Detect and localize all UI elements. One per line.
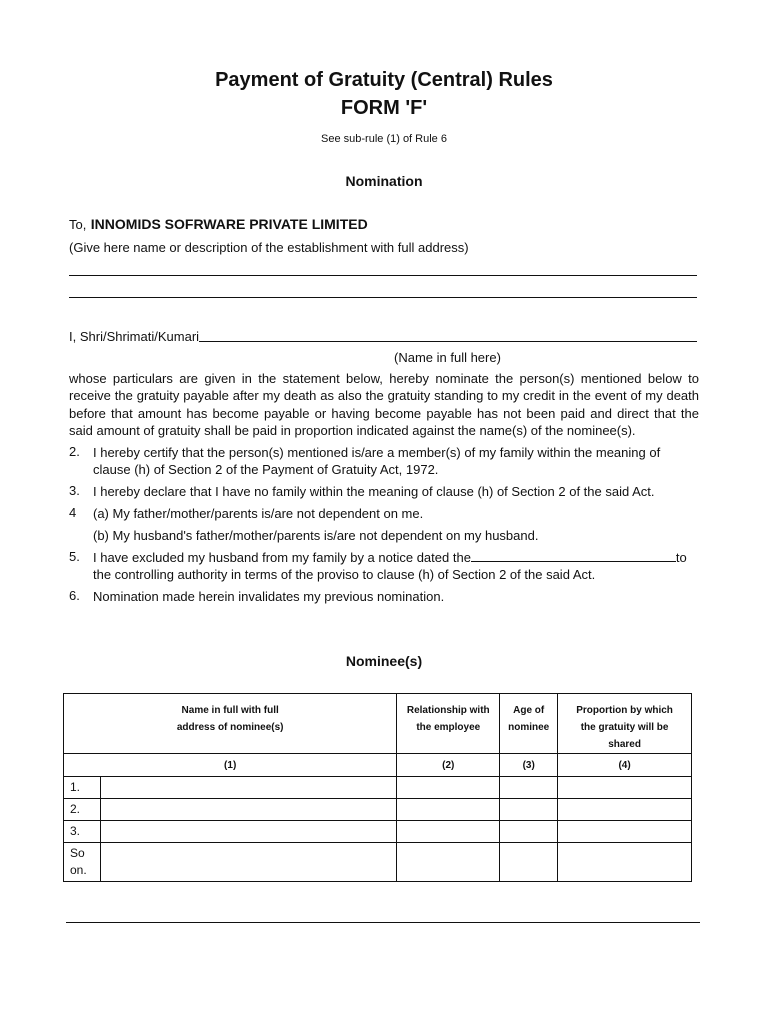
table-row xyxy=(64,821,692,843)
item-no-family-declaration: I hereby declare that I have no family within the meaning of clause (h) of Section 2 of the said Act. xyxy=(93,484,655,499)
row-serial-so-on: So on. xyxy=(64,843,101,882)
relationship-cell[interactable] xyxy=(397,799,500,821)
nominee-name-cell[interactable] xyxy=(100,821,396,843)
item-husband-parents-not-dependent: (b) My husband's father/mother/parents is/are not dependent on my husband. xyxy=(93,528,539,543)
declarant-name-field[interactable] xyxy=(199,341,697,342)
section-heading: Nomination xyxy=(345,173,423,189)
name-hint: (Name in full here) xyxy=(394,350,501,365)
table-row xyxy=(64,799,692,821)
declarant-prefix: I, Shri/Shrimati/Kumari xyxy=(69,329,200,344)
notice-date-field[interactable] xyxy=(471,550,676,562)
column-index-row xyxy=(64,754,692,777)
address-line-2[interactable] xyxy=(69,297,697,298)
address-instruction: (Give here name or description of the establishment with full address) xyxy=(69,240,469,255)
proportion-cell[interactable] xyxy=(558,821,692,843)
column-header-age: Age of nominee xyxy=(500,694,558,754)
form-name: FORM 'F' xyxy=(340,97,428,119)
proportion-cell[interactable] xyxy=(558,777,692,799)
item-number: 4 xyxy=(69,505,77,520)
column-header-name: Name in full with full address of nominee(s) xyxy=(64,694,397,754)
form-title: Payment of Gratuity (Central) Rules xyxy=(215,69,553,91)
nomination-paragraph: whose particulars are given in the statement below, hereby nominate the person(s) mentioned below to receive the gratuity payable after my death as also the gratuity standing to my credit in the event of my death before that amount has become payable or having become payable has not been paid and direct that the said amount of gratuity shall be paid in proportion indicated against the name(s) of the nominee(s). xyxy=(69,371,699,438)
to-prefix: To, xyxy=(69,217,87,232)
column-index: (2) xyxy=(397,754,500,777)
address-line-1[interactable] xyxy=(69,275,697,276)
item-number: 6. xyxy=(69,588,80,603)
age-cell[interactable] xyxy=(500,821,558,843)
column-index: (4) xyxy=(558,754,692,777)
table-row xyxy=(64,777,692,799)
row-serial: 3. xyxy=(64,821,101,843)
item-previous-nomination-invalid: Nomination made herein invalidates my previous nomination. xyxy=(93,589,445,604)
company-name: INNOMIDS SOFRWARE PRIVATE LIMITED xyxy=(90,216,368,232)
age-cell[interactable] xyxy=(500,843,558,882)
table-header-row xyxy=(64,694,692,754)
proportion-cell[interactable] xyxy=(558,843,692,882)
nominees-table xyxy=(63,693,692,882)
age-cell[interactable] xyxy=(500,777,558,799)
row-serial: 2. xyxy=(64,799,101,821)
item-number: 5. xyxy=(69,549,80,564)
nominees-heading: Nominee(s) xyxy=(345,653,423,669)
nominee-name-cell[interactable] xyxy=(100,799,396,821)
relationship-cell[interactable] xyxy=(397,821,500,843)
relationship-cell[interactable] xyxy=(397,843,500,882)
nominee-name-cell[interactable] xyxy=(100,843,396,882)
item-number: 2. xyxy=(69,444,80,459)
nominee-name-cell[interactable] xyxy=(100,777,396,799)
footer-divider xyxy=(66,922,700,923)
row-serial: 1. xyxy=(64,777,101,799)
item-family-certification: I hereby certify that the person(s) mentioned is/are a member(s) of my family within the meaning of clause (h) of Section 2 of the Payment of Gratuity Act, 1972. xyxy=(93,445,661,478)
relationship-cell[interactable] xyxy=(397,777,500,799)
column-index: (1) xyxy=(64,754,397,777)
husband-excluded-text: I have excluded my husband from my family by a notice dated the xyxy=(93,550,471,565)
table-row xyxy=(64,843,692,882)
item-parents-not-dependent: (a) My father/mother/parents is/are not dependent on me. xyxy=(93,506,424,521)
husband-excluded-line2: the controlling authority in terms of the proviso to clause (h) of Section 2 of the said Act. xyxy=(93,567,596,583)
age-cell[interactable] xyxy=(500,799,558,821)
sub-rule-reference: See sub-rule (1) of Rule 6 xyxy=(321,133,447,145)
item-husband-excluded xyxy=(93,549,699,584)
column-header-relationship: Relationship with the employee xyxy=(397,694,500,754)
item-number: 3. xyxy=(69,483,80,498)
proportion-cell[interactable] xyxy=(558,799,692,821)
column-index: (3) xyxy=(500,754,558,777)
husband-excluded-to: to xyxy=(675,550,687,565)
addressee-line xyxy=(69,216,368,234)
column-header-proportion: Proportion by which the gratuity will be shared xyxy=(558,694,692,754)
